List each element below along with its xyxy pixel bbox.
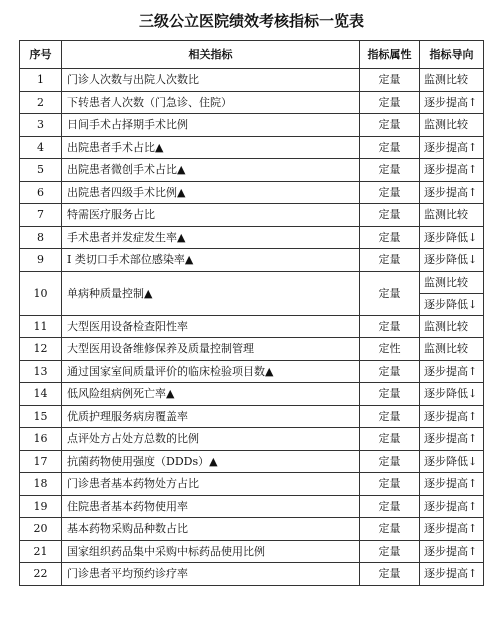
indicator-attribute: 定量	[360, 315, 420, 338]
table-row	[20, 428, 484, 451]
table-row	[20, 518, 484, 541]
indicator-direction: 逐步降低↓	[420, 226, 484, 249]
indicator-attribute: 定量	[360, 226, 420, 249]
indicator-name: I 类切口手术部位感染率▲	[62, 249, 360, 272]
indicator-name: 出院患者四级手术比例▲	[62, 181, 360, 204]
row-number: 8	[20, 226, 62, 249]
indicator-name: 抗菌药物使用强度（DDDs）▲	[62, 450, 360, 473]
indicator-attribute: 定量	[360, 204, 420, 227]
row-number: 13	[20, 360, 62, 383]
row-number: 4	[20, 136, 62, 159]
row-number: 20	[20, 518, 62, 541]
row-number: 18	[20, 473, 62, 496]
indicator-attribute: 定量	[360, 159, 420, 182]
row-number: 17	[20, 450, 62, 473]
indicator-direction: 监测比较	[420, 114, 484, 137]
table-row	[20, 315, 484, 338]
indicator-name: 下转患者人次数（门急诊、住院）	[62, 91, 360, 114]
indicator-direction: 逐步提高↑	[420, 473, 484, 496]
row-number: 19	[20, 495, 62, 518]
table-row	[20, 159, 484, 182]
row-number: 9	[20, 249, 62, 272]
row-number: 14	[20, 383, 62, 406]
indicator-attribute: 定量	[360, 271, 420, 315]
indicator-attribute: 定量	[360, 360, 420, 383]
indicator-direction: 逐步提高↑	[420, 91, 484, 114]
row-number: 15	[20, 405, 62, 428]
indicator-name: 点评处方占处方总数的比例	[62, 428, 360, 451]
row-number: 6	[20, 181, 62, 204]
indicator-direction: 逐步降低↓	[420, 249, 484, 272]
row-number: 16	[20, 428, 62, 451]
row-number: 3	[20, 114, 62, 137]
indicator-direction-secondary: 逐步降低↓	[420, 293, 483, 315]
indicator-direction: 逐步提高↑	[420, 540, 484, 563]
table-row	[20, 114, 484, 137]
table-header-row	[20, 41, 484, 69]
indicator-attribute: 定量	[360, 473, 420, 496]
table-row	[20, 91, 484, 114]
indicator-direction: 逐步提高↑	[420, 360, 484, 383]
indicator-direction: 逐步降低↓	[420, 450, 484, 473]
indicator-direction: 监测比较	[420, 69, 484, 92]
table-row	[20, 204, 484, 227]
table-row	[20, 136, 484, 159]
row-number: 11	[20, 315, 62, 338]
table-row	[20, 405, 484, 428]
table-row	[20, 473, 484, 496]
indicator-attribute: 定量	[360, 563, 420, 586]
indicator-name: 低风险组病例死亡率▲	[62, 383, 360, 406]
table-row	[20, 495, 484, 518]
indicator-direction: 逐步提高↑	[420, 518, 484, 541]
indicator-attribute: 定量	[360, 114, 420, 137]
indicator-direction	[420, 271, 484, 315]
indicator-name: 出院患者微创手术占比▲	[62, 159, 360, 182]
page-title: 三级公立医院绩效考核指标一览表	[138, 12, 364, 30]
row-number: 7	[20, 204, 62, 227]
indicator-direction: 逐步提高↑	[420, 136, 484, 159]
table-row	[20, 226, 484, 249]
indicator-direction: 逐步提高↑	[420, 428, 484, 451]
indicator-attribute: 定量	[360, 383, 420, 406]
indicator-attribute: 定量	[360, 69, 420, 92]
header-attr: 指标属性	[360, 41, 420, 69]
indicator-table	[19, 40, 484, 586]
row-number: 21	[20, 540, 62, 563]
table-row	[20, 271, 484, 315]
table-row	[20, 563, 484, 586]
indicator-name: 优质护理服务病房覆盖率	[62, 405, 360, 428]
indicator-direction: 监测比较	[420, 204, 484, 227]
indicator-attribute: 定量	[360, 136, 420, 159]
indicator-direction: 逐步提高↑	[420, 563, 484, 586]
row-number: 12	[20, 338, 62, 361]
row-number: 22	[20, 563, 62, 586]
indicator-name: 大型医用设备检查阳性率	[62, 315, 360, 338]
table-row	[20, 450, 484, 473]
indicator-name: 手术患者并发症发生率▲	[62, 226, 360, 249]
row-number: 1	[20, 69, 62, 92]
indicator-attribute: 定量	[360, 518, 420, 541]
indicator-name: 基本药物采购品种数占比	[62, 518, 360, 541]
indicator-name: 大型医用设备维修保养及质量控制管理	[62, 338, 360, 361]
indicator-name: 门诊患者平均预约诊疗率	[62, 563, 360, 586]
table-row	[20, 360, 484, 383]
table-row	[20, 383, 484, 406]
indicator-name: 住院患者基本药物使用率	[62, 495, 360, 518]
header-direction: 指标导向	[420, 41, 484, 69]
table-row	[20, 249, 484, 272]
indicator-name: 国家组织药品集中采购中标药品使用比例	[62, 540, 360, 563]
indicator-name: 单病种质量控制▲	[62, 271, 360, 315]
table-row	[20, 69, 484, 92]
indicator-direction: 逐步提高↑	[420, 495, 484, 518]
row-number: 10	[20, 271, 62, 315]
indicator-direction-primary: 监测比较	[424, 275, 468, 289]
indicator-attribute: 定量	[360, 405, 420, 428]
indicator-direction: 逐步提高↑	[420, 159, 484, 182]
row-number: 2	[20, 91, 62, 114]
indicator-attribute: 定量	[360, 428, 420, 451]
indicator-name: 通过国家室间质量评价的临床检验项目数▲	[62, 360, 360, 383]
indicator-name: 日间手术占择期手术比例	[62, 114, 360, 137]
table-row	[20, 181, 484, 204]
table-row	[20, 540, 484, 563]
row-number: 5	[20, 159, 62, 182]
indicator-attribute: 定量	[360, 495, 420, 518]
indicator-name: 特需医疗服务占比	[62, 204, 360, 227]
indicator-name: 出院患者手术占比▲	[62, 136, 360, 159]
indicator-direction: 逐步提高↑	[420, 405, 484, 428]
header-indicator: 相关指标	[62, 41, 360, 69]
indicator-attribute: 定量	[360, 91, 420, 114]
indicator-name: 门诊患者基本药物处方占比	[62, 473, 360, 496]
indicator-attribute: 定性	[360, 338, 420, 361]
indicator-direction: 逐步提高↑	[420, 181, 484, 204]
indicator-direction: 逐步降低↓	[420, 383, 484, 406]
header-no: 序号	[20, 41, 62, 69]
indicator-direction: 监测比较	[420, 315, 484, 338]
indicator-attribute: 定量	[360, 450, 420, 473]
indicator-attribute: 定量	[360, 181, 420, 204]
indicator-attribute: 定量	[360, 249, 420, 272]
indicator-attribute: 定量	[360, 540, 420, 563]
table-body	[20, 69, 484, 586]
table-row	[20, 338, 484, 361]
indicator-direction: 监测比较	[420, 338, 484, 361]
indicator-name: 门诊人次数与出院人次数比	[62, 69, 360, 92]
